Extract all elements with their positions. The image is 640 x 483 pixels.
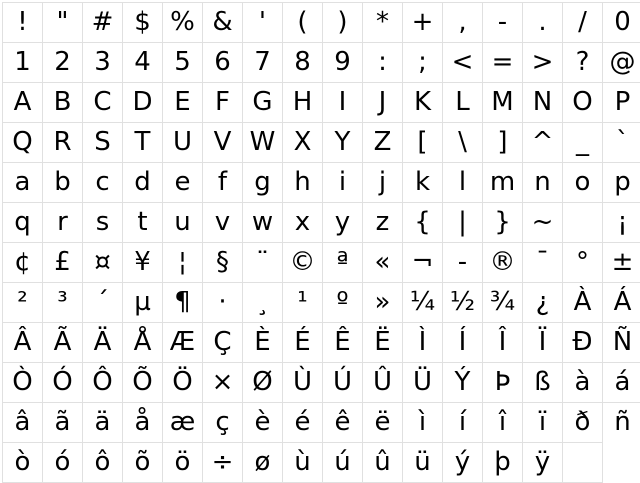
glyph-cell: j — [363, 163, 403, 203]
glyph-cell: - — [443, 243, 483, 283]
glyph-cell: Í — [443, 323, 483, 363]
glyph-cell: p — [603, 163, 640, 203]
glyph-cell: © — [283, 243, 323, 283]
glyph-cell: V — [203, 123, 243, 163]
glyph-cell: ô — [83, 443, 123, 483]
glyph-cell: 5 — [163, 43, 203, 83]
glyph-cell: æ — [163, 403, 203, 443]
glyph-cell: , — [443, 3, 483, 43]
glyph-cell: ò — [3, 443, 43, 483]
glyph-cell: B — [43, 83, 83, 123]
glyph-cell: à — [563, 363, 603, 403]
glyph-cell: a — [3, 163, 43, 203]
glyph-cell: K — [403, 83, 443, 123]
glyph-cell: è — [243, 403, 283, 443]
glyph-cell: ¡ — [603, 203, 640, 243]
glyph-cell: } — [483, 203, 523, 243]
glyph-cell: ã — [43, 403, 83, 443]
glyph-cell: å — [123, 403, 163, 443]
glyph-cell: µ — [123, 283, 163, 323]
glyph-cell: d — [123, 163, 163, 203]
glyph-cell: * — [363, 3, 403, 43]
glyph-cell: ¸ — [243, 283, 283, 323]
character-map-grid — [2, 2, 640, 483]
glyph-cell: Î — [483, 323, 523, 363]
glyph-cell: ç — [203, 403, 243, 443]
glyph-cell: E — [163, 83, 203, 123]
glyph-cell: þ — [483, 443, 523, 483]
glyph-cell: ë — [363, 403, 403, 443]
glyph-cell: 3 — [83, 43, 123, 83]
glyph-cell: Æ — [163, 323, 203, 363]
glyph-cell: Ì — [403, 323, 443, 363]
glyph-cell: ï — [523, 403, 563, 443]
glyph-cell: b — [43, 163, 83, 203]
glyph-cell: S — [83, 123, 123, 163]
glyph-cell: l — [443, 163, 483, 203]
glyph-cell: ³ — [43, 283, 83, 323]
glyph-cell: ' — [243, 3, 283, 43]
glyph-cell: ¦ — [163, 243, 203, 283]
glyph-cell: ¿ — [523, 283, 563, 323]
glyph-cell: ^ — [523, 123, 563, 163]
glyph-cell: « — [363, 243, 403, 283]
unrendered-cell — [603, 443, 640, 483]
glyph-cell: Q — [3, 123, 43, 163]
glyph-cell: > — [523, 43, 563, 83]
glyph-cell: í — [443, 403, 483, 443]
glyph-cell: º — [323, 283, 363, 323]
glyph-cell: ² — [3, 283, 43, 323]
glyph-cell: N — [523, 83, 563, 123]
glyph-cell: : — [363, 43, 403, 83]
glyph-cell: ¥ — [123, 243, 163, 283]
empty-glyph-cell — [563, 443, 603, 483]
glyph-cell: £ — [43, 243, 83, 283]
glyph-cell: J — [363, 83, 403, 123]
glyph-cell: ( — [283, 3, 323, 43]
glyph-cell: Ý — [443, 363, 483, 403]
glyph-cell: ö — [163, 443, 203, 483]
glyph-cell: é — [283, 403, 323, 443]
glyph-cell: Z — [363, 123, 403, 163]
glyph-cell: Ã — [43, 323, 83, 363]
glyph-cell: X — [283, 123, 323, 163]
glyph-cell: / — [563, 3, 603, 43]
glyph-cell: . — [523, 3, 563, 43]
glyph-cell: É — [283, 323, 323, 363]
glyph-cell: Ñ — [603, 323, 640, 363]
glyph-cell: k — [403, 163, 443, 203]
glyph-cell: ) — [323, 3, 363, 43]
glyph-cell: t — [123, 203, 163, 243]
glyph-cell: 2 — [43, 43, 83, 83]
glyph-cell: Ü — [403, 363, 443, 403]
glyph-cell: È — [243, 323, 283, 363]
glyph-cell: Ð — [563, 323, 603, 363]
glyph-cell: g — [243, 163, 283, 203]
glyph-cell: Õ — [123, 363, 163, 403]
glyph-cell: e — [163, 163, 203, 203]
glyph-cell: Ö — [163, 363, 203, 403]
glyph-cell: F — [203, 83, 243, 123]
glyph-cell: # — [83, 3, 123, 43]
glyph-cell: \ — [443, 123, 483, 163]
glyph-cell: [ — [403, 123, 443, 163]
glyph-cell: ¶ — [163, 283, 203, 323]
glyph-cell: % — [163, 3, 203, 43]
glyph-cell: D — [123, 83, 163, 123]
glyph-cell: P — [603, 83, 640, 123]
glyph-cell: $ — [123, 3, 163, 43]
glyph-cell: W — [243, 123, 283, 163]
glyph-cell: L — [443, 83, 483, 123]
glyph-cell: Á — [603, 283, 640, 323]
glyph-cell: R — [43, 123, 83, 163]
glyph-cell: | — [443, 203, 483, 243]
glyph-cell: Ú — [323, 363, 363, 403]
glyph-cell: À — [563, 283, 603, 323]
glyph-cell: Þ — [483, 363, 523, 403]
glyph-cell: Ä — [83, 323, 123, 363]
glyph-cell: h — [283, 163, 323, 203]
glyph-cell: Â — [3, 323, 43, 363]
glyph-cell: = — [483, 43, 523, 83]
glyph-cell: õ — [123, 443, 163, 483]
glyph-cell: ä — [83, 403, 123, 443]
glyph-cell: Ç — [203, 323, 243, 363]
glyph-cell: 4 — [123, 43, 163, 83]
glyph-cell: r — [43, 203, 83, 243]
glyph-cell: v — [203, 203, 243, 243]
glyph-cell: ¬ — [403, 243, 443, 283]
glyph-cell: I — [323, 83, 363, 123]
glyph-cell: ° — [563, 243, 603, 283]
glyph-cell: ý — [443, 443, 483, 483]
glyph-cell: î — [483, 403, 523, 443]
glyph-cell: O — [563, 83, 603, 123]
glyph-cell: 1 — [3, 43, 43, 83]
glyph-cell: Ï — [523, 323, 563, 363]
glyph-cell: U — [163, 123, 203, 163]
glyph-cell: ª — [323, 243, 363, 283]
glyph-cell: ~ — [523, 203, 563, 243]
glyph-cell: c — [83, 163, 123, 203]
glyph-cell: á — [603, 363, 640, 403]
glyph-cell: Ø — [243, 363, 283, 403]
glyph-cell: ¯ — [523, 243, 563, 283]
glyph-cell: u — [163, 203, 203, 243]
glyph-cell: ` — [603, 123, 640, 163]
glyph-cell: ! — [3, 3, 43, 43]
glyph-cell: ì — [403, 403, 443, 443]
glyph-cell: û — [363, 443, 403, 483]
glyph-cell: ¨ — [243, 243, 283, 283]
glyph-cell: ÷ — [203, 443, 243, 483]
glyph-cell: Ë — [363, 323, 403, 363]
empty-glyph-cell — [563, 203, 603, 243]
glyph-cell: - — [483, 3, 523, 43]
glyph-cell: ð — [563, 403, 603, 443]
glyph-cell: ¤ — [83, 243, 123, 283]
glyph-cell: ½ — [443, 283, 483, 323]
glyph-cell: H — [283, 83, 323, 123]
glyph-cell: ; — [403, 43, 443, 83]
glyph-cell: â — [3, 403, 43, 443]
glyph-cell: ù — [283, 443, 323, 483]
glyph-cell: s — [83, 203, 123, 243]
glyph-cell: z — [363, 203, 403, 243]
glyph-cell: ¢ — [3, 243, 43, 283]
glyph-cell: ± — [603, 243, 640, 283]
glyph-cell: ´ — [83, 283, 123, 323]
glyph-cell: n — [523, 163, 563, 203]
glyph-cell: A — [3, 83, 43, 123]
glyph-cell: Å — [123, 323, 163, 363]
glyph-cell: · — [203, 283, 243, 323]
glyph-cell: ¼ — [403, 283, 443, 323]
glyph-cell: x — [283, 203, 323, 243]
glyph-cell: 9 — [323, 43, 363, 83]
glyph-cell: q — [3, 203, 43, 243]
glyph-cell: & — [203, 3, 243, 43]
glyph-cell: y — [323, 203, 363, 243]
glyph-cell: ß — [523, 363, 563, 403]
glyph-cell: § — [203, 243, 243, 283]
glyph-cell: @ — [603, 43, 640, 83]
glyph-cell: i — [323, 163, 363, 203]
glyph-cell: ü — [403, 443, 443, 483]
glyph-cell: ø — [243, 443, 283, 483]
glyph-cell: m — [483, 163, 523, 203]
glyph-cell: ñ — [603, 403, 640, 443]
glyph-cell: < — [443, 43, 483, 83]
glyph-cell: ® — [483, 243, 523, 283]
glyph-cell: ¾ — [483, 283, 523, 323]
glyph-cell: T — [123, 123, 163, 163]
glyph-cell: f — [203, 163, 243, 203]
glyph-cell: Ô — [83, 363, 123, 403]
glyph-cell: 0 — [603, 3, 640, 43]
glyph-cell: × — [203, 363, 243, 403]
glyph-cell: w — [243, 203, 283, 243]
glyph-cell: Ò — [3, 363, 43, 403]
glyph-cell: ? — [563, 43, 603, 83]
glyph-cell: » — [363, 283, 403, 323]
glyph-cell: { — [403, 203, 443, 243]
glyph-cell: o — [563, 163, 603, 203]
glyph-cell: ú — [323, 443, 363, 483]
glyph-cell: 6 — [203, 43, 243, 83]
glyph-cell: ÿ — [523, 443, 563, 483]
glyph-cell: Ó — [43, 363, 83, 403]
glyph-cell: Ê — [323, 323, 363, 363]
glyph-cell: ] — [483, 123, 523, 163]
glyph-cell: ó — [43, 443, 83, 483]
glyph-cell: 7 — [243, 43, 283, 83]
glyph-cell: Ù — [283, 363, 323, 403]
glyph-cell: M — [483, 83, 523, 123]
glyph-cell: Û — [363, 363, 403, 403]
glyph-cell: C — [83, 83, 123, 123]
glyph-cell: _ — [563, 123, 603, 163]
glyph-cell: G — [243, 83, 283, 123]
glyph-cell: 8 — [283, 43, 323, 83]
glyph-cell: ê — [323, 403, 363, 443]
glyph-cell: ¹ — [283, 283, 323, 323]
glyph-cell: Y — [323, 123, 363, 163]
glyph-cell: + — [403, 3, 443, 43]
glyph-cell: " — [43, 3, 83, 43]
